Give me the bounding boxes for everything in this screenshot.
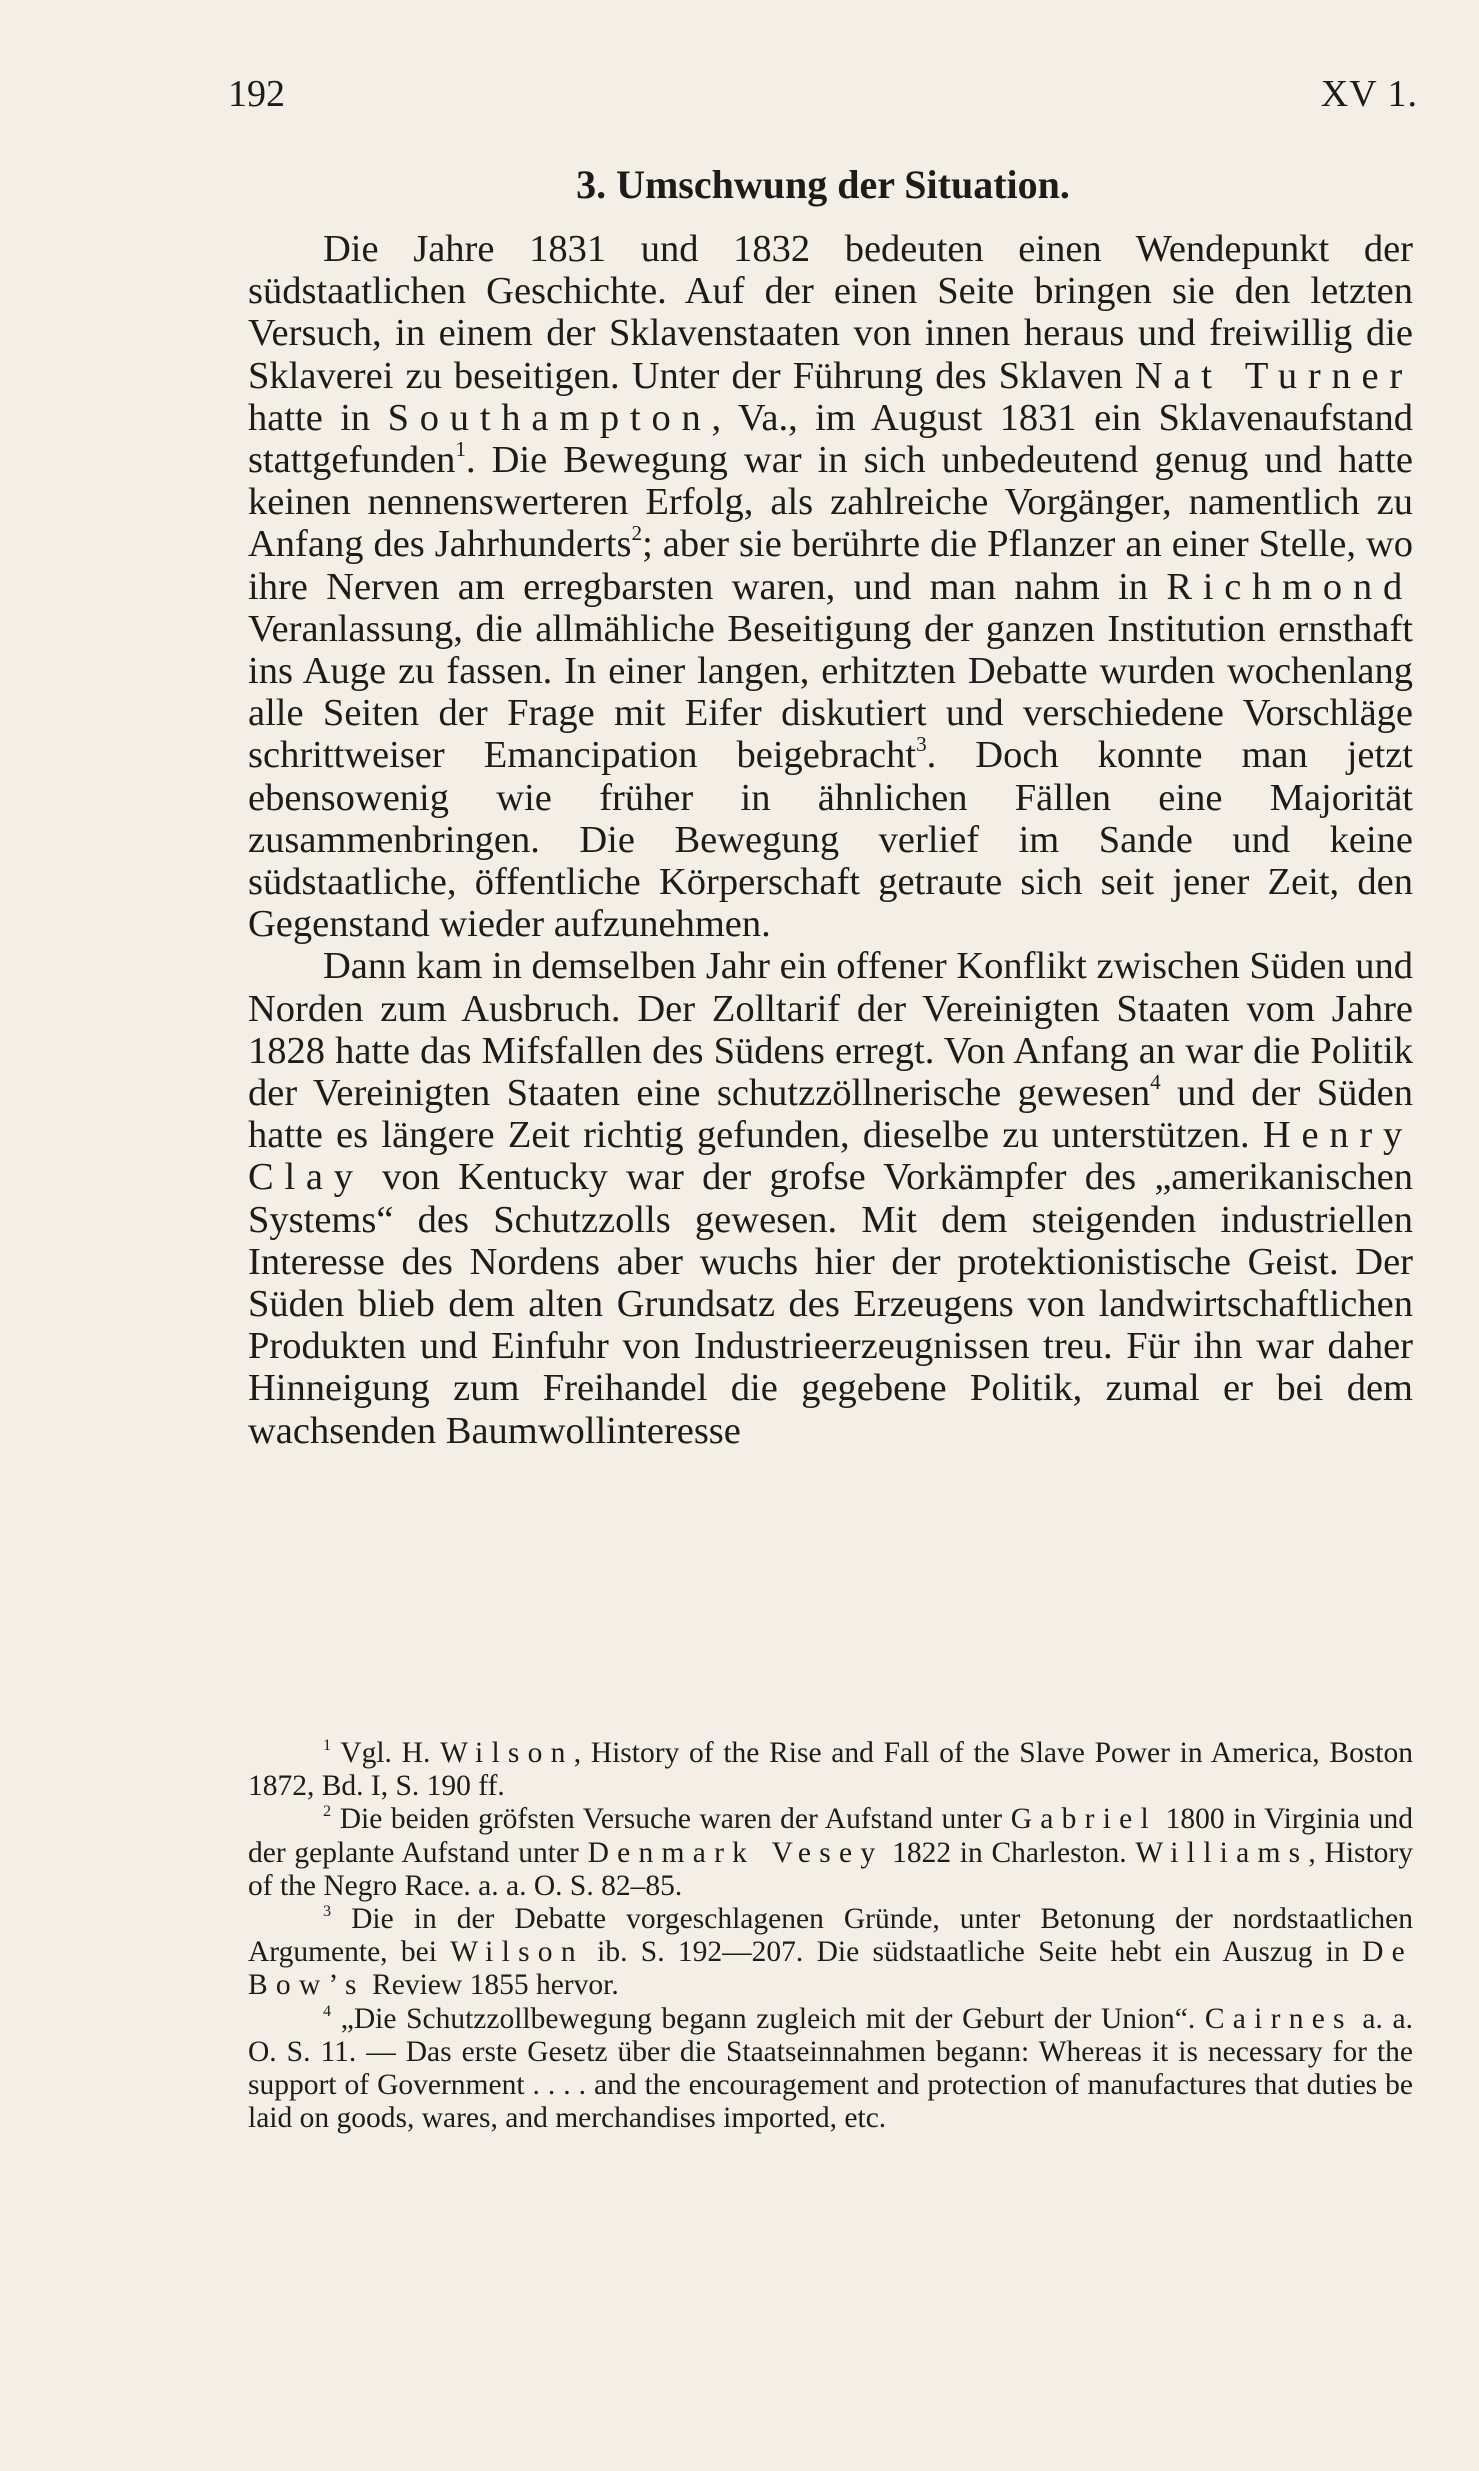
text-span: a. a. O. S. 11. — Das erste Gesetz über die Staatseinnahmen begann: Whereas it is necessary for the support of Government . . . . and the encouragement and protection of manufactures that duties be laid on goods, wares, and merchandises imported, etc. xyxy=(248,2002,1414,2135)
page-number: 192 xyxy=(228,73,285,115)
text-span: Die in der Debatte vorgeschlagenen Gründe, unter Betonung der nordstaatlichen Argumente, bei xyxy=(248,1903,1413,1969)
text-span: . Doch konnte man jetzt ebensowenig wie früher in ähnlichen Fällen eine Majorität zusammenbringen. Die Bewegung verlief im Sande und keine südstaatliche, öffentliche Körperschaft getraute sich seit jener Zeit, den Gegenstand wieder aufzunehmen. xyxy=(248,734,1413,946)
spaced-name: Wilson xyxy=(450,1936,584,1969)
text-span: Veranlassung, die allmähliche Beseitigung der ganzen Institution ernsthaft ins Auge zu fassen. In einer langen, erhitzten Debatte wurden wochenlang alle Seiten der Frage mit Eifer diskutiert und verschiedene Vorschläge schrittweiser Emancipation beigebracht xyxy=(248,607,1413,777)
spaced-name: De Bow’s xyxy=(248,1936,1413,2002)
spaced-place: Southampton xyxy=(387,396,712,439)
text-span: „Die Schutzzollbewegung begann zugleich mit der Geburt der Union“. xyxy=(331,2002,1205,2035)
text-span: von Kentucky war der grofse Vorkämpfer des „amerikanischen Systems“ des Schutzzolls gewesen. Mit dem steigenden industriellen Interesse des Nordens aber wuchs hier der protektionistische Geist. Der Süden blieb dem alten Grundsatz des Erzeugens von landwirtschaftlichen Produkten und Einfuhr von Industrieerzeugnissen treu. Für ihn war daher Hinneigung zum Freihandel die gegebene Politik, zumal er bei dem wachsenden Baumwollinteresse xyxy=(248,1156,1413,1452)
text-span: und der Süden hatte es längere Zeit richtig gefunden, dieselbe zu unterstützen. xyxy=(248,1072,1413,1157)
spaced-name: Gabriel xyxy=(1010,1803,1157,1836)
text-span: , History of the Rise and Fall of the Slave Power in America, Boston 1872, Bd. I, S. 190 ff. xyxy=(248,1737,1413,1803)
footnote-ref-1: 1 xyxy=(455,437,466,462)
footnotes xyxy=(248,1737,1413,2135)
footnote-number: 1 xyxy=(323,1735,332,1754)
footnote-number: 2 xyxy=(323,1802,332,1821)
spaced-name: Nat Turner xyxy=(1134,354,1413,397)
spaced-name: Cairnes xyxy=(1204,2002,1353,2035)
footnote-number: 4 xyxy=(323,2001,332,2020)
spaced-name: Denmark Vesey xyxy=(587,1836,884,1869)
text-span: 1800 in Virginia und der geplante Aufstand unter xyxy=(248,1803,1413,1869)
text-span: Dann kam in demselben Jahr ein offener Konflikt zwischen Süden und Norden zum Ausbruch. Der Zolltarif der Vereinigten Staaten vom Jahre 1828 hatte das Mifsfallen des Südens erregt. Von Anfang an war die Politik der Vereinigten Staaten eine schutzzöllnerische gewesen xyxy=(248,945,1413,1115)
footnote-number: 3 xyxy=(323,1901,332,1920)
chapter-reference: XV 1. xyxy=(1320,73,1418,115)
paragraph-1 xyxy=(248,228,1413,945)
spaced-name: Wilson xyxy=(440,1737,574,1769)
text-span: Vgl. H. xyxy=(331,1737,441,1769)
spaced-name: Henry Clay xyxy=(248,1114,1413,1199)
spaced-name: Williams xyxy=(1135,1836,1309,1869)
text-span: ; aber sie berührte die Pflanzer an einer Stelle, wo ihre Nerven am erregbarsten waren, und man nahm in xyxy=(248,523,1413,608)
footnote-2 xyxy=(248,1803,1413,1903)
text-span: hatte in xyxy=(248,396,388,439)
text-span: . Die Bewegung war in sich unbedeutend genug und hatte keinen nennenswerteren Erfolg, als zahlreiche Vorgänger, namentlich zu Anfang des Jahrhunderts xyxy=(248,439,1413,566)
footnote-4 xyxy=(248,2003,1413,2136)
text-span: 1822 in Charleston. xyxy=(883,1836,1136,1869)
paragraph-2 xyxy=(248,945,1413,1451)
footnote-ref-2: 2 xyxy=(631,521,643,546)
text-span: Die beiden gröfsten Versuche waren der Aufstand unter xyxy=(331,1803,1011,1836)
text-span: , Va., im August 1831 ein Sklavenaufstand stattgefunden xyxy=(248,396,1413,482)
footnote-ref-4: 4 xyxy=(1150,1070,1161,1095)
text-span: Die Jahre 1831 und 1832 bedeuten einen Wendepunkt der südstaatlichen Geschichte. Auf der einen Seite bringen sie den letzten Versuch, in einem der Sklavenstaaten von innen heraus und freiwillig die Sklaverei zu beseitigen. Unter der Führung des Sklaven xyxy=(248,228,1413,397)
section-title: 3. Umschwung der Situation. xyxy=(576,162,1070,207)
text-span: ib. S. 192—207. Die südstaatliche Seite hebt ein Auszug in xyxy=(583,1936,1363,1969)
text-span: , History of the Negro Race. a. a. O. S. 82–85. xyxy=(248,1836,1414,1902)
body-text xyxy=(248,228,1413,1452)
footnote-1 xyxy=(248,1737,1413,1803)
spaced-place: Richmond xyxy=(1166,565,1413,608)
footnote-3 xyxy=(248,1903,1413,2003)
footnote-ref-3: 3 xyxy=(916,732,927,757)
text-span: Review 1855 hervor. xyxy=(364,1969,619,2002)
